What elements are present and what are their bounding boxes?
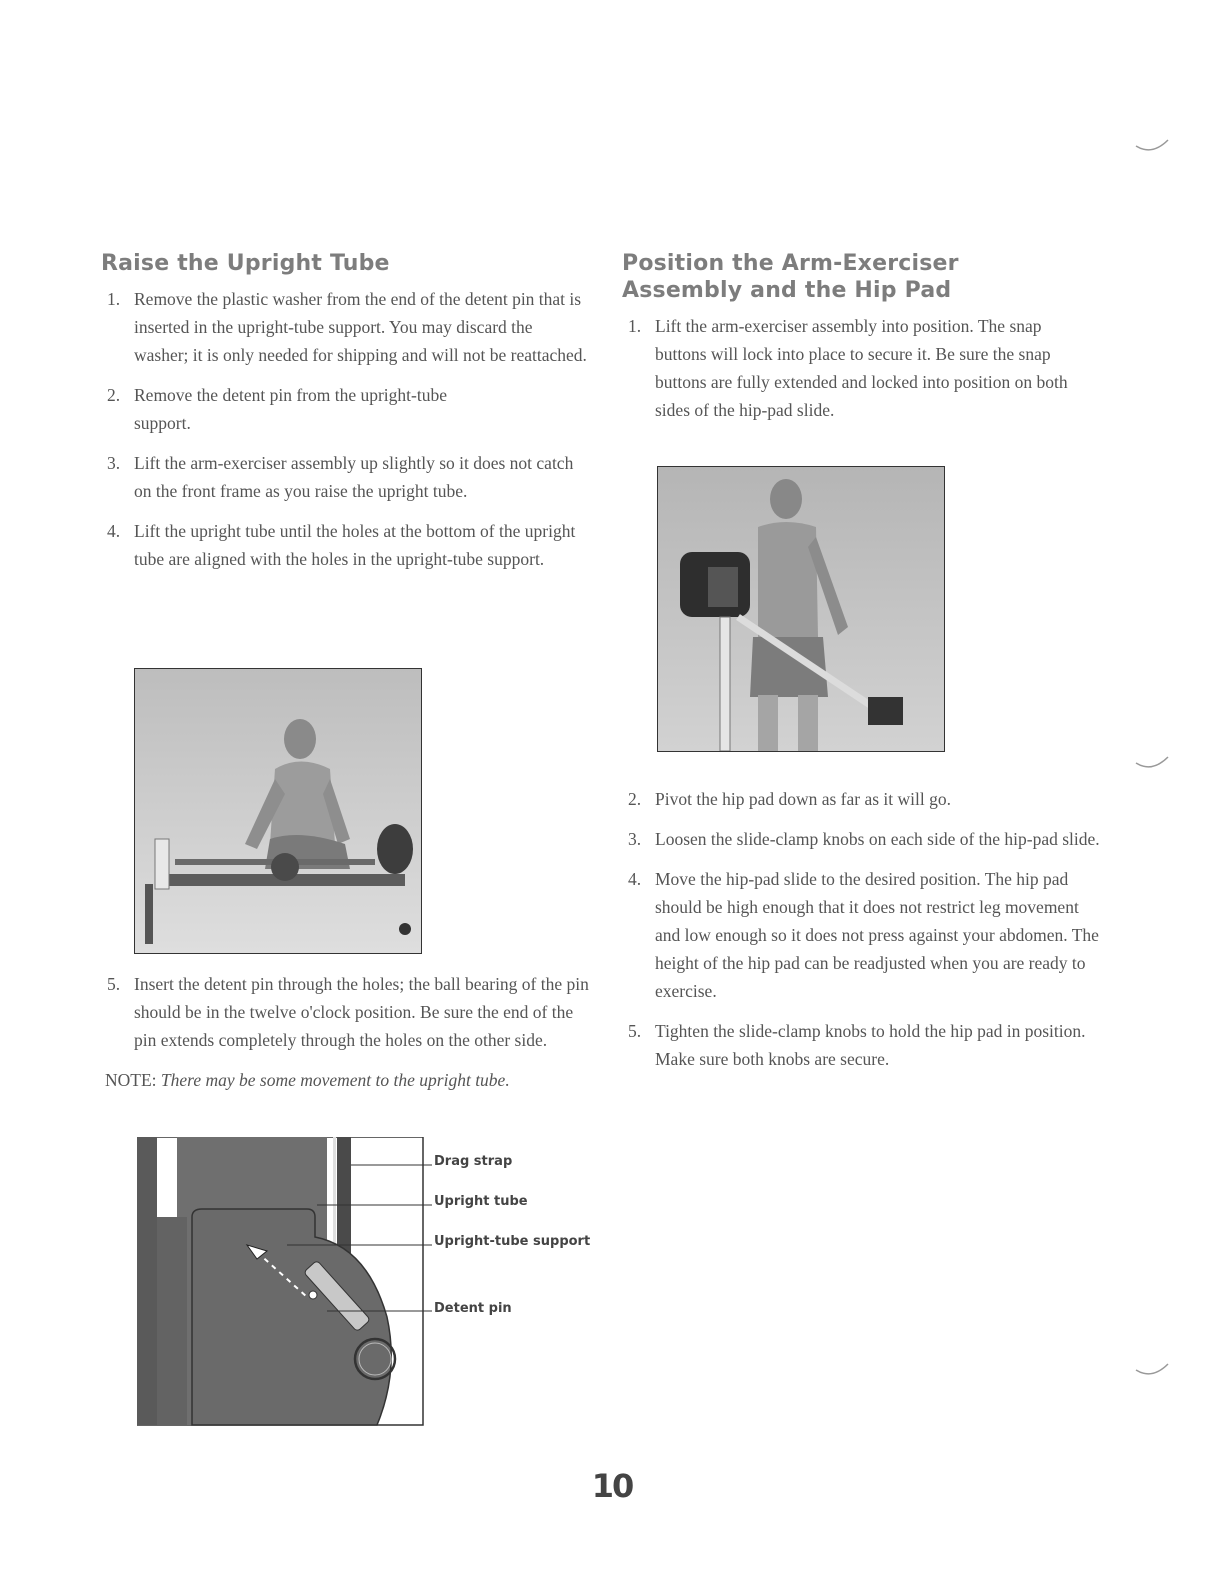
page-number: 10 <box>591 1467 633 1505</box>
list-item: 4. Move the hip-pad slide to the desired position. The hip pad should be high enough that it does not restrict leg movement and low enough so it does not press against your abdomen. The height of the hip pad can be readjusted when you are ready to exercise. <box>628 869 1099 1001</box>
list-item: 5. Tighten the slide-clamp knobs to hold the hip pad in position. Make sure both knobs are secure. <box>628 1021 1086 1069</box>
section-title-line-2: Assembly and the Hip Pad <box>622 278 952 303</box>
callout-upright-tube: Upright tube <box>434 1194 528 1209</box>
diagram-drawing <box>137 1137 597 1427</box>
steps-list-left <box>101 285 591 573</box>
list-item: 3. Loosen the slide-clamp knobs on each side of the hip-pad slide. <box>628 829 1100 849</box>
upright-tube-diagram <box>137 1137 597 1427</box>
steps-list-right-continued <box>622 785 1102 1073</box>
note-label: NOTE: <box>105 1070 157 1090</box>
list-item: 1. Remove the plastic washer from the end of the detent pin that is inserted in the upright-tube support. You may discard the washer; it is only needed for shipping and will not be reattached. <box>107 289 587 365</box>
list-item: 3. Lift the arm-exerciser assembly up slightly so it does not catch on the front frame as you raise the upright tube. <box>107 453 574 501</box>
steps-list-left-continued <box>101 970 591 1054</box>
list-item: 4. Lift the upright tube until the holes at the bottom of the upright tube are aligned with the holes in the upright-tube support. <box>107 521 576 569</box>
section-title-line-1: Position the Arm-Exerciser <box>622 251 959 276</box>
left-column-continued <box>101 970 591 1094</box>
right-column-continued <box>622 785 1102 1085</box>
list-item: 1. Lift the arm-exerciser assembly into position. The snap buttons will lock into place to secure it. Be sure the snap buttons are fully extended and locked into position on both sides of the hip-pad slide. <box>628 316 1068 420</box>
note <box>101 1066 591 1094</box>
binder-hole-mark <box>1132 745 1172 775</box>
right-column <box>622 250 1102 436</box>
binder-hole-mark <box>1132 128 1172 158</box>
section-title-raise-upright-tube: Raise the Upright Tube <box>101 251 390 276</box>
callout-drag-strap: Drag strap <box>434 1154 513 1169</box>
photo-raise-upright-tube <box>134 668 422 954</box>
list-item: 5. Insert the detent pin through the holes; the ball bearing of the pin should be in the twelve o'clock position. Be sure the end of the pin extends completely through the holes on the other side. <box>107 974 589 1050</box>
list-item: 2. Pivot the hip pad down as far as it will go. <box>628 789 952 809</box>
binder-hole-mark <box>1132 1352 1172 1382</box>
left-column <box>101 250 591 585</box>
list-item: 2. Remove the detent pin from the upright-tube support. <box>107 385 447 433</box>
note-text: There may be some movement to the upright tube. <box>160 1070 510 1090</box>
steps-list-right <box>622 312 1102 424</box>
section-title-position-arm-exerciser <box>622 250 1102 304</box>
photo-position-arm-exerciser <box>657 466 945 752</box>
callout-upright-tube-support: Upright-tube support <box>434 1234 591 1249</box>
callout-detent-pin: Detent pin <box>434 1301 512 1316</box>
